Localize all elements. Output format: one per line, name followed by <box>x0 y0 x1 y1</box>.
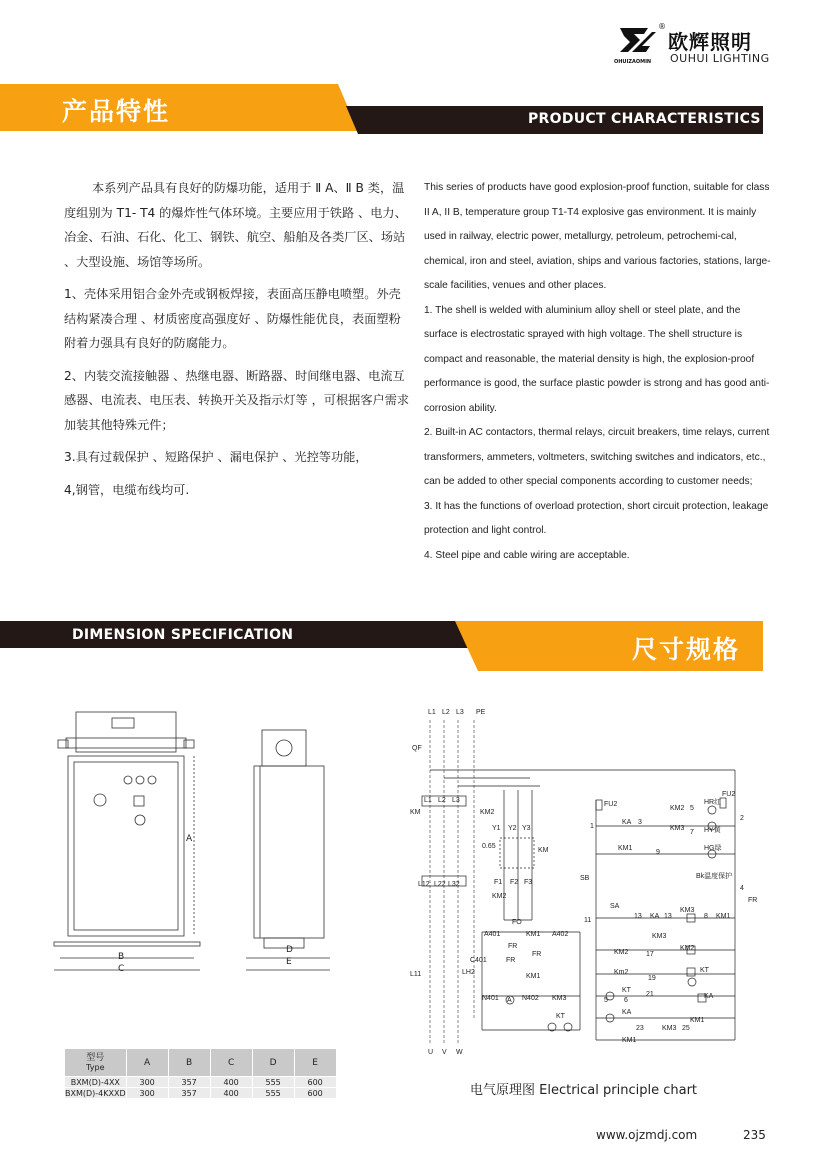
circuit-label: KM2 <box>680 945 695 952</box>
front-left-gland <box>58 740 68 748</box>
circuit-label: Km2 <box>614 969 629 976</box>
circuit-label: 4 <box>740 885 744 892</box>
circuit-label: QF <box>412 745 422 752</box>
table-cell: 300 <box>126 1088 168 1099</box>
front-indicator-2 <box>136 776 144 784</box>
circuit-label: Y3 <box>522 825 531 832</box>
circuit-label: Bk温度保护 <box>696 873 733 880</box>
circuit-label: SA <box>610 903 620 910</box>
circuit-label: N402 <box>522 995 539 1002</box>
circuit-label: FR <box>506 957 516 964</box>
circuit-label: F1 <box>494 879 503 886</box>
side-view-drawing <box>246 726 336 976</box>
circuit-label: 9 <box>656 849 660 856</box>
circuit-label: 5 <box>690 805 694 812</box>
circuit-label: KA <box>650 913 660 920</box>
page-number: 235 <box>743 1128 766 1142</box>
circuit-label: 3 <box>638 819 642 826</box>
circuit-label: KM2 <box>480 809 495 816</box>
table-row <box>65 1077 337 1088</box>
spec-table-col-c: C <box>210 1049 252 1077</box>
circuit-label: U <box>428 1049 434 1056</box>
ouhui-logo-mark-icon <box>618 24 658 58</box>
circuit-label: KA <box>622 1009 632 1016</box>
circuit-label: KM1 <box>618 845 633 852</box>
table-cell: 600 <box>294 1088 336 1099</box>
dim-label-c: C <box>118 964 125 974</box>
circuit-label: L3 <box>452 797 460 804</box>
cn-paragraph-4: 4,钢管，电缆布线均可. <box>64 482 190 497</box>
circuit-label: 13 <box>634 913 642 920</box>
circuit-caption: 电气原理图 Electrical principle chart <box>470 1083 698 1098</box>
circuit-label: L1 <box>424 797 432 804</box>
en-paragraph-3: 3. It has the functions of overload protection, short circuit protection, leakage protection and light control. <box>424 500 769 536</box>
en-paragraph-2: 2. Built-in AC contactors, thermal relays, circuit breakers, time relays, current transformers, ammeters, voltmeters, switching switches and indicators, etc., can be added to other special components according to customer needs; <box>424 427 770 487</box>
section-header-product-characteristics <box>0 84 820 134</box>
circuit-label: 11 <box>584 917 592 924</box>
en-paragraph-4: 4. Steel pipe and cable wiring are acceptable. <box>424 549 630 561</box>
table-cell-type: BXM(D)-4KXXD <box>65 1088 126 1098</box>
circuit-label: L11 <box>410 971 422 978</box>
table-cell-type: BXM(D)-4XX <box>65 1077 127 1088</box>
circuit-label: PE <box>476 709 486 716</box>
circuit-label: L22 <box>434 881 446 888</box>
circuit-label: A401 <box>484 931 501 938</box>
circuit-label: KM2 <box>670 805 685 812</box>
circuit-label: L2 <box>438 797 446 804</box>
en-paragraph-1: 1. The shell is welded with aluminium alloy shell or steel plate, and the surface is electrostatic sprayed with high voltage. The shell structure is compact and reasonable, the material density is high, the explosion-proof performance is good, the surface plastic powder is strong and has good anti-corrosion ability. <box>424 304 770 414</box>
circuit-label: 7 <box>690 829 694 836</box>
cn-paragraph-3: 3.具有过载保护 、短路保护 、漏电保护 、光控等功能， <box>64 450 368 464</box>
circuit-label: KM2 <box>614 949 629 956</box>
dim-label-b: B <box>118 952 125 962</box>
front-top-flange <box>66 738 186 748</box>
circuit-label: 23 <box>636 1025 644 1032</box>
section-title-en: PRODUCT CHARACTERISTICS <box>528 111 761 127</box>
circuit-label: KM3 <box>670 825 685 832</box>
circuit-label: 2 <box>740 815 744 822</box>
table-cell: 555 <box>252 1077 294 1088</box>
front-base <box>54 942 200 946</box>
logo-en-name: OUHUI LIGHTING <box>670 52 770 65</box>
cn-paragraph-intro: 本系列产品具有良好的防爆功能，适用于 Ⅱ A、Ⅱ B 类，温度组别为 T1- T4 的爆炸性气体环境。主要应用于铁路 、电力、冶金、石油、石化、化工、钢铁、航空、船舶及各类厂区、场站 、大型设施、场馆等场所。 <box>64 181 407 269</box>
circuit-label: KM1 <box>690 1017 705 1024</box>
circuit-label: 1 <box>590 823 594 830</box>
spec-table-col-e: E <box>294 1049 336 1077</box>
circuit-label: 25 <box>682 1025 690 1032</box>
circuit-label: KM2 <box>492 893 507 900</box>
footer-website[interactable]: www.ojzmdj.com <box>596 1128 698 1142</box>
spec-table-col-a: A <box>126 1049 168 1077</box>
circuit-label: A402 <box>552 931 569 938</box>
circuit-label: KM1 <box>526 931 541 938</box>
circuit-label: Y1 <box>492 825 501 832</box>
circuit-label: KM3 <box>662 1025 677 1032</box>
side-gland-circle <box>276 740 292 756</box>
circuit-label: KT <box>556 1013 565 1020</box>
circuit-label: FR <box>508 943 518 950</box>
dimension-title-en: DIMENSION SPECIFICATION <box>72 627 294 643</box>
spec-table-header-row <box>65 1049 337 1077</box>
front-top-window <box>112 718 134 728</box>
logo-subtitle: OHUIZAOMIN <box>614 59 652 65</box>
circuit-label: 17 <box>646 951 654 958</box>
circuit-label: 19 <box>648 975 656 982</box>
table-row <box>65 1088 337 1099</box>
circuit-label: Y2 <box>508 825 517 832</box>
circuit-label: 6 <box>624 997 628 1004</box>
circuit-label: W <box>456 1049 463 1056</box>
circuit-label: KM <box>410 809 421 816</box>
electrical-circuit-diagram <box>400 700 765 1060</box>
en-paragraph-intro: This series of products have good explosion-proof function, suitable for class II A, II B, temperature group T1-T4 explosive gas environment. It is mainly used in railway, electric power, metallurgy, petroleum, petrochemi-cal, chemical, iron and steel, aviation, ships and various factories, stations, large-scale facilities, venues and other places. <box>424 182 771 291</box>
circuit-label: KM1 <box>622 1037 637 1044</box>
table-cell: 400 <box>210 1088 252 1099</box>
circuit-label: L3 <box>456 709 464 716</box>
spec-table-type-header <box>65 1049 127 1077</box>
circuit-label: F3 <box>524 879 533 886</box>
cn-paragraph-2: 2、内装交流接触器 、热继电器、断路器、时间继电器、电流互感器、电流表、电压表、转换开关及指示灯等 ，可根据客户需求加装其他特殊元件； <box>64 368 410 432</box>
spec-table-col-b: B <box>168 1049 210 1077</box>
circuit-label: 0.65 <box>482 843 496 850</box>
circuit-label: HY黄 <box>704 827 721 834</box>
circuit-label: V <box>442 1049 447 1056</box>
circuit-label: KT <box>622 987 631 994</box>
circuit-label: L2 <box>442 709 450 716</box>
circuit-label: FO <box>512 919 522 926</box>
logo-cn-name: 欧辉照明 <box>668 30 752 54</box>
circuit-label: HR红 <box>704 799 722 806</box>
circuit-label: KA <box>704 993 714 1000</box>
type-header-cn: 型号 <box>86 1052 105 1063</box>
circuit-label: KM1 <box>526 973 541 980</box>
front-right-gland <box>184 740 194 748</box>
side-enclosure <box>254 766 324 938</box>
circuit-label: KA <box>622 819 632 826</box>
circuit-label: 8 <box>704 913 708 920</box>
section-title-cn: 产品特性 <box>62 97 171 126</box>
english-description <box>424 176 772 568</box>
circuit-label: N401 <box>482 995 499 1002</box>
circuit-label: C401 <box>470 957 487 964</box>
front-door <box>74 762 178 930</box>
circuit-label: 13 <box>664 913 672 920</box>
circuit-label: FU2 <box>722 791 736 798</box>
front-switch-knob <box>94 794 106 806</box>
table-cell: 400 <box>210 1077 252 1088</box>
dim-label-a: A <box>186 834 193 844</box>
front-lock <box>135 815 145 825</box>
circuit-label: A <box>507 997 512 1004</box>
front-view-drawing <box>44 708 214 988</box>
spec-table-col-d: D <box>252 1049 294 1077</box>
circuit-label: HG绿 <box>704 845 722 852</box>
cn-paragraph-1: 1、壳体采用铝合金外壳或钢板焊接，表面高压静电喷塑。外壳结构紧凑合理 、材质密度高强度好 、防爆性能优良，表面塑粉附着力强具有良好的防腐能力。 <box>64 287 401 350</box>
circuit-label: 5 <box>604 997 608 1004</box>
side-base <box>264 938 304 948</box>
circuit-label: L1 <box>428 709 436 716</box>
table-cell: 357 <box>168 1088 210 1099</box>
dim-label-e: E <box>286 957 292 967</box>
dim-label-d: D <box>286 945 293 955</box>
front-indicator-3 <box>148 776 156 784</box>
circuit-label: LH2 <box>462 969 475 976</box>
section-header-dimension-specification <box>0 621 820 671</box>
table-cell: 555 <box>252 1088 294 1099</box>
table-cell: 357 <box>168 1077 210 1088</box>
circuit-label: KM1 <box>716 913 731 920</box>
table-cell: 300 <box>126 1077 168 1088</box>
circuit-label: KT <box>700 967 709 974</box>
brand-logo <box>614 22 770 68</box>
side-top-box <box>262 730 306 766</box>
circuit-label: KM3 <box>680 907 695 914</box>
circuit-label: 21 <box>646 991 654 998</box>
circuit-label: KM <box>538 847 549 854</box>
circuit-label: L32 <box>448 881 460 888</box>
circuit-label: FU2 <box>604 801 618 808</box>
type-header-en: Type <box>86 1062 105 1072</box>
chinese-description <box>64 176 412 502</box>
circuit-label: KM3 <box>652 933 667 940</box>
front-meter <box>134 796 144 806</box>
spec-table <box>64 1048 337 1099</box>
circuit-label: FR <box>532 951 542 958</box>
circuit-label: KM3 <box>552 995 567 1002</box>
front-indicator-1 <box>124 776 132 784</box>
circuit-label: L12 <box>418 881 430 888</box>
table-cell: 600 <box>294 1077 336 1088</box>
circuit-label: SB <box>580 875 590 882</box>
dimension-title-cn: 尺寸规格 <box>632 635 741 664</box>
registered-mark: ® <box>658 22 666 31</box>
circuit-label: FR <box>748 897 758 904</box>
circuit-label: F2 <box>510 879 519 886</box>
